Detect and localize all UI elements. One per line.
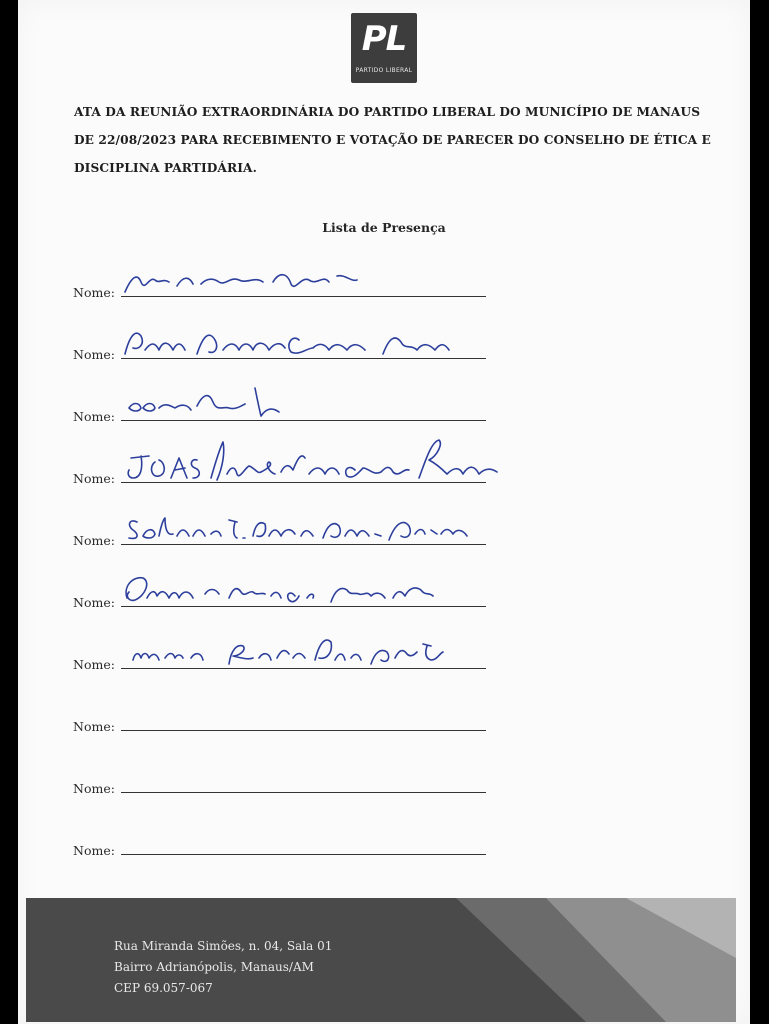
handwritten-signature-1 — [119, 252, 529, 300]
name-label: Nome: — [73, 347, 115, 362]
name-label: Nome: — [73, 657, 115, 672]
handwritten-signature-6 — [119, 562, 529, 610]
handwritten-signature-7 — [119, 624, 529, 672]
address-postal-code: CEP 69.057-067 — [114, 981, 213, 995]
name-label: Nome: — [73, 471, 115, 486]
name-line — [121, 792, 486, 793]
attendance-row — [73, 272, 673, 302]
attendance-row — [73, 520, 673, 550]
name-label: Nome: — [73, 843, 115, 858]
handwritten-signature-2 — [119, 314, 529, 362]
attendance-row — [73, 706, 673, 736]
attendance-row — [73, 334, 673, 364]
letterhead-footer — [26, 898, 736, 1022]
name-label: Nome: — [73, 781, 115, 796]
name-line — [121, 854, 486, 855]
attendance-list-heading: Lista de Presença — [322, 220, 446, 235]
handwritten-signature-5 — [119, 500, 529, 548]
attendance-row — [73, 458, 673, 488]
attendance-row — [73, 644, 673, 674]
attendance-row — [73, 582, 673, 612]
attendance-row — [73, 396, 673, 426]
name-label: Nome: — [73, 285, 115, 300]
footer-address — [114, 936, 332, 999]
attendance-list — [73, 0, 673, 880]
name-line — [121, 730, 486, 731]
logo-subtitle: PARTIDO LIBERAL — [355, 67, 413, 74]
title-line-1: ATA DA REUNIÃO EXTRAORDINÁRIA DO PARTIDO LIBERAL DO MUNICÍPIO DE MANAUS — [74, 105, 701, 119]
attendance-row — [73, 768, 673, 798]
name-label: Nome: — [73, 719, 115, 734]
handwritten-signature-3 — [119, 376, 529, 424]
name-label: Nome: — [73, 533, 115, 548]
title-line-2: DE 22/08/2023 PARA RECEBIMENTO E VOTAÇÃO DE PARECER DO CONSELHO DE ÉTICA E — [74, 133, 711, 147]
name-label: Nome: — [73, 409, 115, 424]
handwritten-signature-4 — [119, 438, 529, 486]
address-street: Rua Miranda Simões, n. 04, Sala 01 — [114, 939, 333, 953]
document-page — [18, 0, 750, 1024]
address-neighborhood: Bairro Adrianópolis, Manaus/AM — [114, 960, 314, 974]
logo-letters: PL — [361, 19, 407, 59]
attendance-row — [73, 830, 673, 860]
name-label: Nome: — [73, 595, 115, 610]
title-line-3: DISCIPLINA PARTIDÁRIA. — [74, 161, 257, 175]
